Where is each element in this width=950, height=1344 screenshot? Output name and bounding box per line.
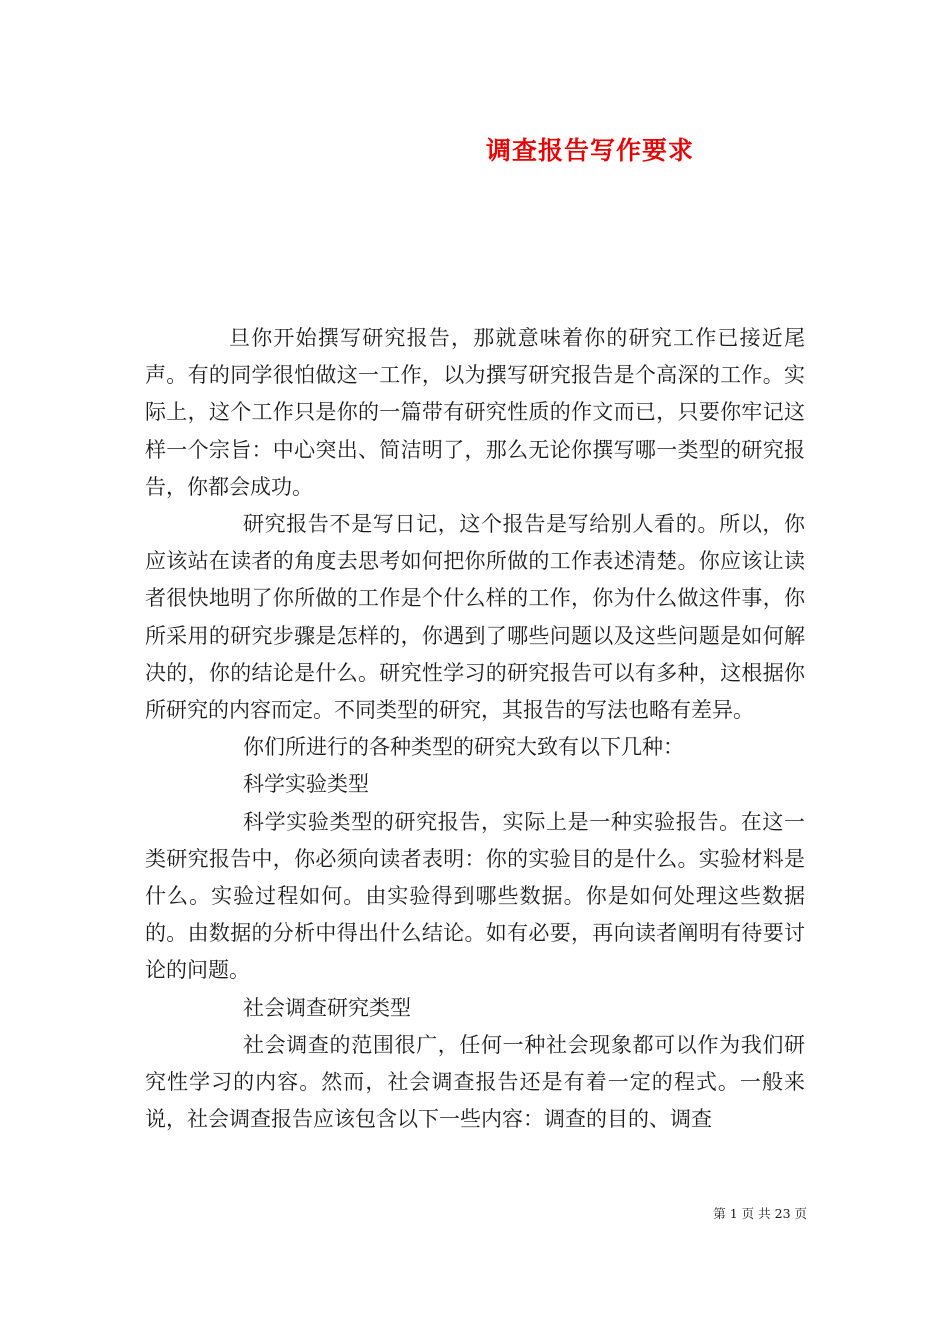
heading-social-survey: 社会调查研究类型: [243, 995, 411, 1020]
page-number-footer: 第 1 页 共 23 页: [713, 1206, 807, 1221]
paragraph-social-survey: 社会调查的范围很广，任何一种社会现象都可以作为我们研究性学习的内容。然而，社会调查报告还是有着一定的程式。一般来说，社会调查报告应该包含以下一些内容：调查的目的、调查: [145, 1032, 805, 1132]
document-title: 调查报告写作要求: [485, 136, 694, 165]
paragraph-science-experiment: 科学实验类型的研究报告，实际上是一种实验报告。在这一类研究报告中，你必须向读者表明：你的实验目的是什么。实验材料是什么。实验过程如何。由实验得到哪些数据。你是如何处理这些数据的。由数据的分析中得出什么结论。如有必要，再向读者阐明有待要讨论的问题。: [145, 809, 805, 983]
document-body: [145, 320, 805, 1138]
paragraph-research-types: 你们所进行的各种类型的研究大致有以下几种：: [243, 735, 684, 760]
heading-science-experiment: 科学实验类型: [243, 772, 369, 797]
paragraph-report-audience: 研究报告不是写日记，这个报告是写给别人看的。所以，你应该站在读者的角度去思考如何把你所做的工作表述清楚。你应该让读者很快地明了你所做的工作是个什么样的工作，你为什么做这件事，你所采用的研究步骤是怎样的，你遇到了哪些问题以及这些问题是如何解决的，你的结论是什么。研究性学习的研究报告可以有多种，这根据你所研究的内容而定。不同类型的研究，其报告的写法也略有差异。: [145, 512, 805, 723]
paragraph-intro: 旦你开始撰写研究报告，那就意味着你的研究工作已接近尾声。有的同学很怕做这一工作，以为撰写研究报告是个高深的工作。实际上，这个工作只是你的一篇带有研究性质的作文而已，只要你牢记这样一个宗旨：中心突出、简洁明了，那么无论你撰写哪一类型的研究报告，你都会成功。: [145, 326, 805, 499]
